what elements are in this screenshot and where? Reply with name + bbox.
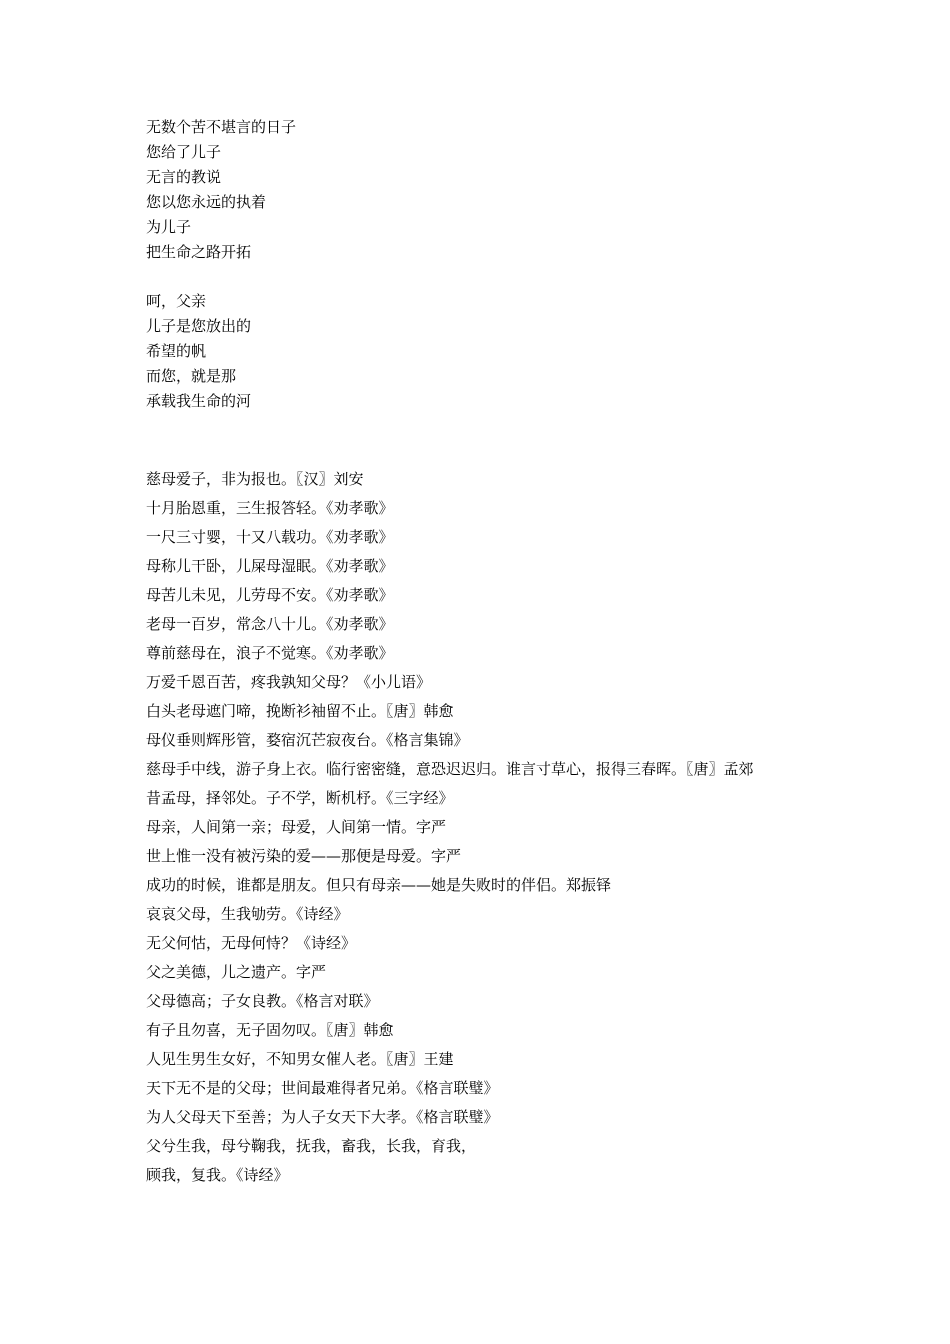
quote-item: 昔孟母，择邻处。子不学，断机杼。《三字经》: [146, 789, 454, 807]
quote-item: 慈母爱子，非为报也。〖汉〗刘安: [146, 470, 364, 488]
quote-item: 父兮生我，母兮鞠我，抚我，畜我，长我，育我，: [146, 1137, 477, 1155]
quote-item: 成功的时候，谁都是朋友。但只有母亲——她是失败时的伴侣。郑振铎: [146, 876, 612, 894]
poem-line: 呵，父亲: [146, 292, 207, 310]
quote-item: 慈母手中线，游子身上衣。临行密密缝，意恐迟迟归。谁言寸草心，报得三春晖。〖唐〗孟郊: [146, 760, 754, 778]
quote-item: 十月胎恩重，三生报答轻。《劝孝歌》: [146, 499, 394, 517]
quote-item: 母苦儿未见，儿劳母不安。《劝孝歌》: [146, 586, 394, 604]
quote-item: 人见生男生女好，不知男女催人老。〖唐〗王建: [146, 1050, 454, 1068]
quote-item: 母亲，人间第一亲；母爱，人间第一情。字严: [146, 818, 447, 836]
quote-item: 一尺三寸婴，十又八载功。《劝孝歌》: [146, 528, 394, 546]
poem-line: 把生命之路开拓: [146, 243, 252, 261]
poem-line: 您给了儿子: [146, 143, 222, 161]
quote-item: 父之美德，儿之遗产。字严: [146, 963, 327, 981]
quote-list: [146, 465, 812, 1190]
poem-line: 儿子是您放出的: [146, 317, 252, 335]
quote-item: 万爱千恩百苦，疼我孰知父母？《小儿语》: [146, 673, 432, 691]
poem-line: 无言的教说: [146, 168, 222, 186]
poem-line: 希望的帆: [146, 342, 207, 360]
quote-item: 母称儿干卧，儿屎母湿眠。《劝孝歌》: [146, 557, 394, 575]
quote-item: 哀哀父母，生我劬劳。《诗经》: [146, 905, 349, 923]
poem-stanza-1: [146, 115, 806, 265]
poem-line: 承载我生命的河: [146, 392, 252, 410]
quote-item: 世上惟一没有被污染的爱——那便是母爱。字严: [146, 847, 462, 865]
poem-line: 为儿子: [146, 218, 192, 236]
quote-item: 有子且勿喜，无子固勿叹。〖唐〗韩愈: [146, 1021, 394, 1039]
poem: [146, 115, 806, 414]
quote-item: 母仪垂则辉彤管，婺宿沉芒寂夜台。《格言集锦》: [146, 731, 469, 749]
quote-item: 老母一百岁，常念八十儿。《劝孝歌》: [146, 615, 394, 633]
poem-line: 您以您永远的执着: [146, 193, 267, 211]
poem-line: 无数个苦不堪言的日子: [146, 118, 297, 136]
quote-item: 天下无不是的父母；世间最难得者兄弟。《格言联璧》: [146, 1079, 499, 1097]
quote-item: 父母德高；子女良教。《格言对联》: [146, 992, 379, 1010]
quote-item: 无父何怙，无母何恃？《诗经》: [146, 934, 357, 952]
poem-line: 而您，就是那: [146, 367, 237, 385]
poem-stanza-2: [146, 289, 806, 414]
quote-item: 尊前慈母在，浪子不觉寒。《劝孝歌》: [146, 644, 394, 662]
quote-item: 白头老母遮门啼，挽断衫袖留不止。〖唐〗韩愈: [146, 702, 454, 720]
quote-item: 为人父母天下至善；为人子女天下大孝。《格言联璧》: [146, 1108, 499, 1126]
quote-item: 顾我，复我。《诗经》: [146, 1166, 289, 1184]
